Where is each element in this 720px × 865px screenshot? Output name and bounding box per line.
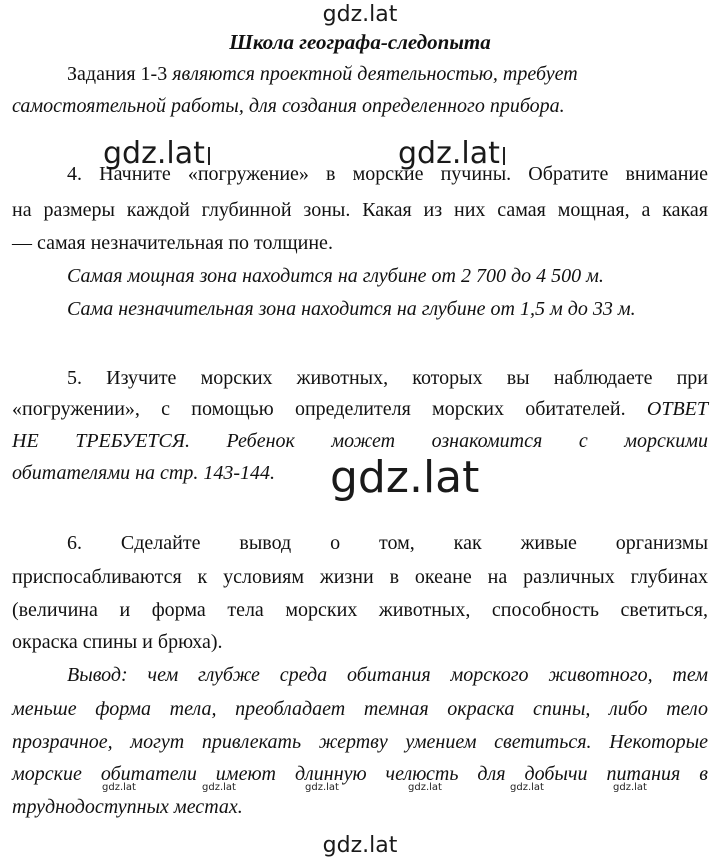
tasks-1-3-line1: Задания 1-3 являются проектной деятельностью, требует bbox=[67, 63, 578, 85]
watermark-small: gdz.lat bbox=[102, 782, 136, 793]
task6-line3: (величина и форма тела морских животных, способность светиться, bbox=[12, 599, 708, 621]
task6-line1: 6. Сделайте вывод о том, как живые организмы bbox=[67, 532, 708, 554]
task4-line2: на размеры каждой глубинной зоны. Какая из них самая мощная, а какая bbox=[12, 199, 708, 221]
tasks-1-3-line2: самостоятельной работы, для создания определенного прибора. bbox=[12, 95, 565, 117]
task4-answer1: Самая мощная зона находится на глубине от 2 700 до 4 500 м. bbox=[67, 265, 604, 287]
watermark-small: gdz.lat bbox=[510, 782, 544, 793]
task6-line2: приспосабливаются к условиям жизни в океане на различных глубинах bbox=[12, 566, 708, 588]
task6-line4: окраска спины и брюха). bbox=[12, 631, 223, 653]
task6-answer5: труднодоступных местах. bbox=[12, 796, 243, 818]
task5-line3: НЕ ТРЕБУЕТСЯ. Ребенок может ознакомится с морскими bbox=[12, 430, 708, 452]
task6-answer4: морские обитатели имеют длинную челюсть для добычи питания в bbox=[12, 763, 708, 785]
task4-line3: — самая незначительная по толщине. bbox=[12, 232, 333, 254]
watermark-small: gdz.lat bbox=[408, 782, 442, 793]
watermark-small: gdz.lat bbox=[202, 782, 236, 793]
watermark-top: gdz.lat bbox=[322, 2, 398, 27]
task5-line2: «погружении», с помощью определителя морских обитателей. ОТВЕТ bbox=[12, 398, 708, 420]
task5-line4: обитателями на стр. 143-144. bbox=[12, 462, 275, 484]
task6-answer2: меньше форма тела, преобладает темная окраска спины, либо тело bbox=[12, 698, 708, 720]
watermark-bottom: gdz.lat bbox=[322, 833, 398, 858]
watermark-small: gdz.lat bbox=[305, 782, 339, 793]
watermark-large: gdz.lat bbox=[330, 452, 480, 503]
task4-answer2: Сама незначительная зона находится на глубине от 1,5 м до 33 м. bbox=[67, 298, 636, 320]
watermark-small: gdz.lat bbox=[613, 782, 647, 793]
task6-answer3: прозрачное, могут привлекать жертву умением светиться. Некоторые bbox=[12, 731, 708, 753]
task6-answer1: Вывод: чем глубже среда обитания морского животного, тем bbox=[67, 664, 708, 686]
watermark-middle-right: gdz.lat bbox=[398, 136, 505, 171]
task4-line1: 4. Начните «погружение» в морские пучины. Обратите внимание bbox=[67, 163, 708, 185]
task5-line1: 5. Изучите морских животных, которых вы наблюдаете при bbox=[67, 367, 708, 389]
page-heading: Школа географа-следопыта bbox=[229, 30, 491, 54]
watermark-middle-left: gdz.lat bbox=[103, 136, 210, 171]
